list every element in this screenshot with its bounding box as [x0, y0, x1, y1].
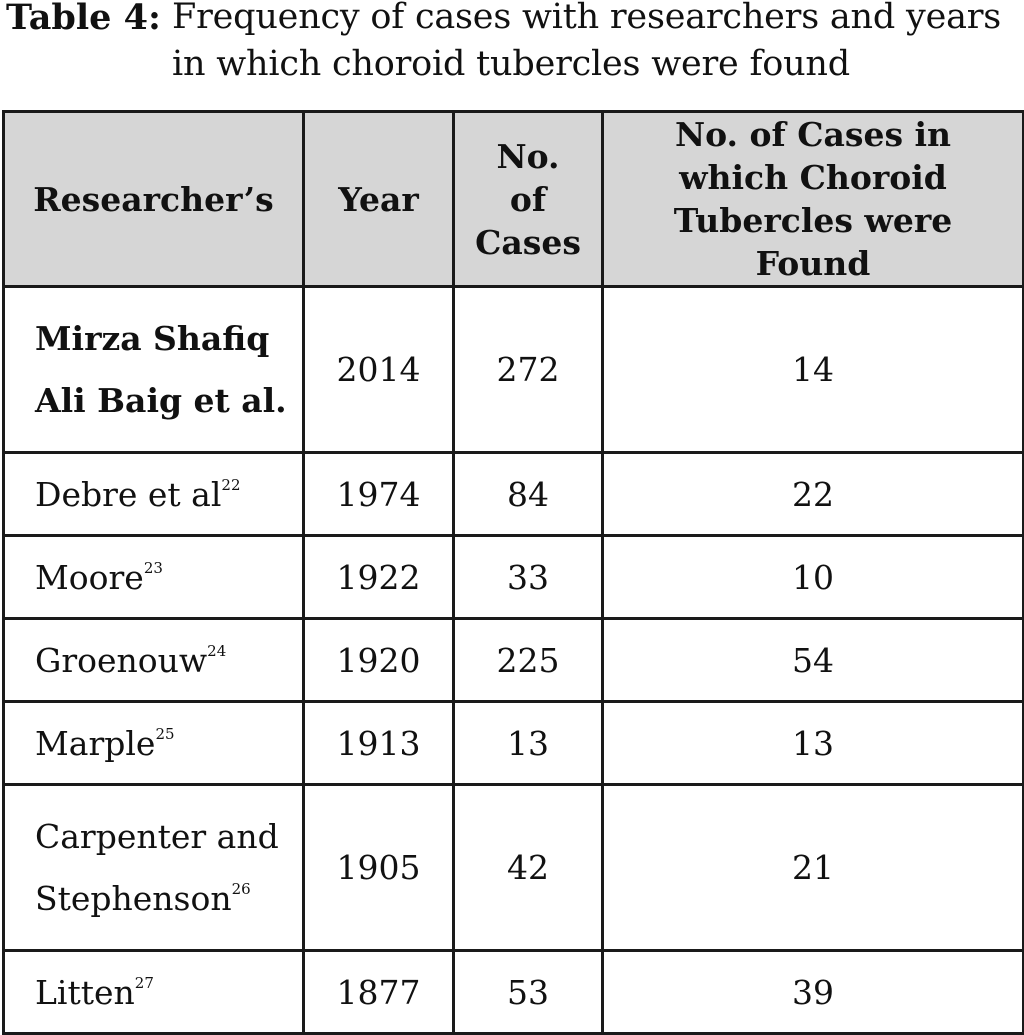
results-table: [2, 110, 1024, 1035]
found-cell: 14: [603, 287, 1024, 453]
found-cell: 22: [603, 453, 1024, 536]
researcher-cell: [4, 453, 304, 536]
year-cell: 1974: [304, 453, 454, 536]
researcher-cell: Mirza Shafiq Ali Baig et al.: [4, 287, 304, 453]
found-cell: 10: [603, 536, 1024, 619]
table-row: [4, 951, 1024, 1034]
found-cell: 39: [603, 951, 1024, 1034]
year-cell: 1877: [304, 951, 454, 1034]
researcher-name: Debre et al: [35, 474, 222, 514]
found-cell: 13: [603, 702, 1024, 785]
reference-number: 22: [221, 475, 241, 494]
year-cell: 2014: [304, 287, 454, 453]
cases-cell: 84: [454, 453, 603, 536]
caption-text: Frequency of cases with researchers and years in which choroid tubercles were found: [172, 0, 1002, 84]
table-row: [4, 619, 1024, 702]
year-cell: 1922: [304, 536, 454, 619]
header-row: [4, 112, 1024, 287]
cases-cell: 225: [454, 619, 603, 702]
table-row: [4, 453, 1024, 536]
researcher-name: Moore: [35, 557, 144, 597]
table-row: [4, 785, 1024, 951]
researcher-name: Litten: [35, 972, 135, 1012]
header-cases: No. of Cases: [454, 112, 603, 287]
cases-cell: 53: [454, 951, 603, 1034]
table-body: [4, 287, 1024, 1034]
caption-label: Table 4:: [6, 0, 161, 38]
researcher-name: Carpenter and Stephenson: [35, 816, 279, 918]
researcher-name: Marple: [35, 723, 156, 763]
header-researcher: Researcher’s: [4, 112, 304, 287]
header-year: Year: [304, 112, 454, 287]
researcher-name: Groenouw: [35, 640, 208, 680]
found-cell: 54: [603, 619, 1024, 702]
reference-number: 24: [207, 641, 227, 660]
reference-number: 26: [231, 879, 251, 898]
year-cell: 1905: [304, 785, 454, 951]
table-header: [4, 112, 1024, 287]
table-row: [4, 536, 1024, 619]
researcher-cell: [4, 619, 304, 702]
researcher-cell: [4, 785, 304, 951]
found-cell: 21: [603, 785, 1024, 951]
cases-cell: 33: [454, 536, 603, 619]
header-cases-found: No. of Cases in which Choroid Tubercles were Found: [603, 112, 1024, 287]
researcher-cell: [4, 702, 304, 785]
cases-cell: 13: [454, 702, 603, 785]
year-cell: 1920: [304, 619, 454, 702]
cases-cell: 42: [454, 785, 603, 951]
year-cell: 1913: [304, 702, 454, 785]
reference-number: 27: [134, 973, 154, 992]
reference-number: 23: [143, 558, 163, 577]
researcher-cell: [4, 951, 304, 1034]
cases-cell: 272: [454, 287, 603, 453]
researcher-cell: [4, 536, 304, 619]
table-row: [4, 287, 1024, 453]
reference-number: 25: [155, 724, 175, 743]
table-row: [4, 702, 1024, 785]
